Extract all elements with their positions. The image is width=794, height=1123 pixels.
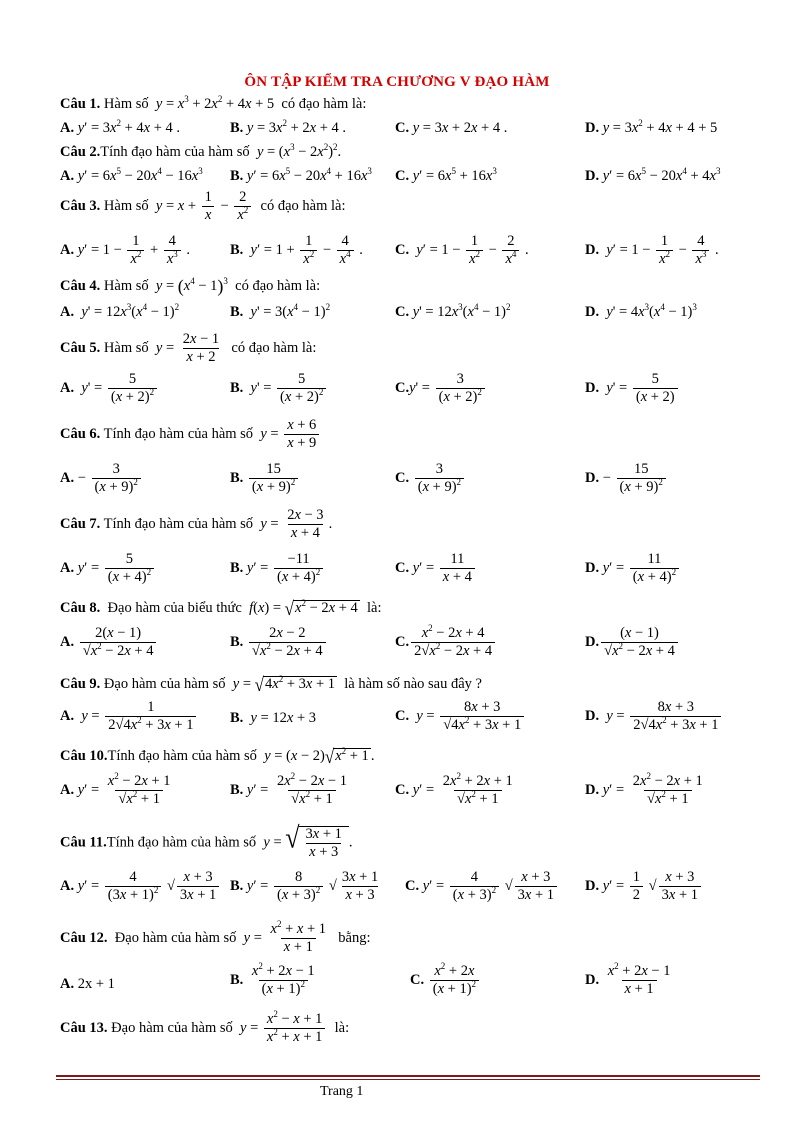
q8-option-a[interactable]: A. $\frac{2(x - 1)}{√x^2 - 2x + 4}$ xyxy=(60,626,158,659)
question-1: Câu 1. Hàm số $y = x^3 + 2x^2 + 4x + 5$ có đạo hàm là: xyxy=(60,94,367,112)
page-title: ÔN TẬP KIỂM TRA CHƯƠNG V ĐẠO HÀM xyxy=(244,74,550,90)
q7-option-a[interactable]: A. y′ = $\frac{5}{(x + 4)^2}$ xyxy=(60,552,156,585)
q6-option-b[interactable]: B. $\frac{15}{(x + 9)^2}$ xyxy=(230,462,300,495)
q6-option-c[interactable]: C. $\frac{3}{(x + 9)^2}$ xyxy=(395,462,466,495)
q6-option-d[interactable]: D. − $\frac{15}{(x + 9)^2}$ xyxy=(585,462,668,495)
q4-option-b[interactable]: B. $y' = 3(x^4 - 1)^2$ xyxy=(230,302,331,320)
q9-option-d[interactable]: D. y = $\frac{8x + 3}{2√4x^2 + 3x + 1}$ xyxy=(585,700,723,733)
q9-option-c[interactable]: C. y = $\frac{8x + 3}{√4x^2 + 3x + 1}$ xyxy=(395,700,526,733)
q1-option-c[interactable]: C. y = 3x + 2x + 4 . xyxy=(395,120,508,136)
q12-option-d[interactable]: D. $\frac{x^2 + 2x - 1}{x + 1}$ xyxy=(585,961,671,998)
q12-option-b[interactable]: B. $\frac{x^2 + 2x - 1}{(x + 1)^2}$ xyxy=(230,961,315,998)
question-7: Câu 7. Tính đạo hàm của hàm số y = $\frac{2x - 3}{x + 4}$ . xyxy=(60,507,333,542)
q10-option-d[interactable]: D. y′ = $\frac{2x^2 - 2x + 1}{√x^2 + 1}$ xyxy=(585,771,703,808)
q1-option-a[interactable]: A. $y' = 3x^2 + 4x + 4$ . xyxy=(60,118,181,136)
question-4: Câu 4. Hàm số $y = (x^4 - 1)^3$ có đạo hàm là: xyxy=(60,275,321,296)
q3-option-a[interactable]: A. y′ = 1 − $\frac{1}{x^2}$ + $\frac{4}{x^3}$ . xyxy=(60,233,191,268)
q3-option-d[interactable]: D. y′ = 1 − $\frac{1}{x^2}$ − $\frac{4}{x^3}$ . xyxy=(585,233,719,268)
q12-option-a[interactable]: A. 2x + 1 xyxy=(60,976,115,992)
q2-option-c[interactable]: C. $y' = 6x^5 + 16x^3$ xyxy=(395,166,497,184)
q4-option-c[interactable]: C. $y' = 12x^3(x^4 - 1)^2$ xyxy=(395,302,511,320)
q11-option-a[interactable]: A. y′ = $\frac{4}{(3x + 1)^2}$ √ $\frac{x + 3}{3x + 1}$ xyxy=(60,870,221,903)
q9-option-a[interactable]: A. y = $\frac{1}{2√4x^2 + 3x + 1}$ xyxy=(60,700,198,733)
q6-option-a[interactable]: A. − $\frac{3}{(x + 9)^2}$ xyxy=(60,462,143,495)
q7-option-d[interactable]: D. y′ = $\frac{11}{(x + 4)^2}$ xyxy=(585,552,681,585)
question-10: Câu 10.Tính đạo hàm của hàm số y = (x − 2) √ $x^2 + 1$ . xyxy=(60,745,375,768)
question-8: Câu 8. Đạo hàm của biểu thức f(x) = √ $x^2 - 2x + 4$ là: xyxy=(60,597,382,620)
q8-option-c[interactable]: C. $\frac{x^2 - 2x + 4}{2√x^2 - 2x + 4}$ xyxy=(395,626,497,659)
page-number: Trang 1 xyxy=(320,1084,364,1099)
q11-option-b[interactable]: B. y′ = $\frac{8}{(x + 3)^2}$ √ $\frac{3x + 1}{x + 3}$ xyxy=(230,869,379,904)
question-9: Câu 9. Đạo hàm của hàm số y = √ $4x^2 + 3x + 1$ là hàm số nào sau đây ? xyxy=(60,673,482,696)
q7-option-b[interactable]: B. y′ = $\frac{-11}{(x + 4)^2}$ xyxy=(230,552,325,585)
question-11: Câu 11.Tính đạo hàm của hàm số y = √ $\frac{3x + 1}{x + 3}$ . xyxy=(60,821,353,861)
q8-option-d[interactable]: D. $\frac{(x - 1)}{√x^2 - 2x + 4}$ xyxy=(585,626,680,659)
q3-option-c[interactable]: C. y′ = 1 − $\frac{1}{x^2}$ − $\frac{2}{x^4}$ . xyxy=(395,233,529,268)
q7-option-c[interactable]: C. y′ = $\frac{11}{x + 4}$ xyxy=(395,552,477,585)
question-13: Câu 13. Đạo hàm của hàm số y = $\frac{x^2 - x + 1}{x^2 + x + 1}$ là: xyxy=(60,1009,350,1046)
question-6: Câu 6. Tính đạo hàm của hàm số y = $\frac{x + 6}{x + 9}$ xyxy=(60,418,321,451)
q11-option-d[interactable]: D. y′ = $\frac{1}{2}$ √ $\frac{x + 3}{3x + 1}$ xyxy=(585,870,703,903)
q1-option-d[interactable]: D. $y = 3x^2 + 4x + 4 + 5$ xyxy=(585,118,718,136)
q8-option-b[interactable]: B. $\frac{2x - 2}{√x^2 - 2x + 4}$ xyxy=(230,626,328,659)
footer-divider-thin xyxy=(56,1079,760,1080)
question-5: Câu 5. Hàm số y = $\frac{2x - 1}{x + 2}$ có đạo hàm là: xyxy=(60,331,317,366)
q5-option-c[interactable]: C.y' = $\frac{3}{(x + 2)^2}$ xyxy=(395,372,487,405)
q9-option-b[interactable]: B. y = 12x + 3 xyxy=(230,710,317,726)
q2-option-a[interactable]: A. $y' = 6x^5 - 20x^4 - 16x^3$ xyxy=(60,166,203,184)
q4-option-d[interactable]: D. $y' = 4x^3(x^4 - 1)^3$ xyxy=(585,302,697,320)
q10-option-a[interactable]: A. y′ = $\frac{x^2 - 2x + 1}{√x^2 + 1}$ xyxy=(60,771,171,808)
q11-option-c[interactable]: C. y′ = $\frac{4}{(x + 3)^2}$ √ $\frac{x + 3}{3x + 1}$ xyxy=(405,870,559,903)
question-2: Câu 2.Tính đạo hàm của hàm số $y = (x^3 - 2x^2)^2$. xyxy=(60,142,342,160)
question-3: Câu 3. Hàm số y = x + $\frac{1}{x}$ − $\frac{2}{x^2}$ có đạo hàm là: xyxy=(60,189,346,224)
q2-option-b[interactable]: B. $y' = 6x^5 - 20x^4 + 16x^3$ xyxy=(230,166,372,184)
q3-option-b[interactable]: B. y′ = 1 + $\frac{1}{x^2}$ − $\frac{4}{x^4}$ . xyxy=(230,233,363,268)
q5-option-d[interactable]: D. y' = $\frac{5}{(x + 2)}$ xyxy=(585,372,680,405)
q5-option-b[interactable]: B. y' = $\frac{5}{(x + 2)^2}$ xyxy=(230,372,328,405)
q1-option-b[interactable]: B. $y = 3x^2 + 2x + 4$ . xyxy=(230,118,347,136)
q4-option-a[interactable]: A. $y' = 12x^3(x^4 - 1)^2$ xyxy=(60,302,180,320)
q5-option-a[interactable]: A. y' = $\frac{5}{(x + 2)^2}$ xyxy=(60,372,159,405)
q12-option-c[interactable]: C. $\frac{x^2 + 2x}{(x + 1)^2}$ xyxy=(410,964,481,997)
footer-divider xyxy=(56,1075,760,1077)
q10-option-c[interactable]: C. y′ = $\frac{2x^2 + 2x + 1}{√x^2 + 1}$ xyxy=(395,771,513,808)
q10-option-b[interactable]: B. y′ = $\frac{2x^2 - 2x - 1}{√x^2 + 1}$ xyxy=(230,771,347,808)
q2-option-d[interactable]: D. $y' = 6x^5 - 20x^4 + 4x^3$ xyxy=(585,166,721,184)
question-12: Câu 12. Đạo hàm của hàm số y = $\frac{x^2 + x + 1}{x + 1}$ bằng: xyxy=(60,919,371,956)
